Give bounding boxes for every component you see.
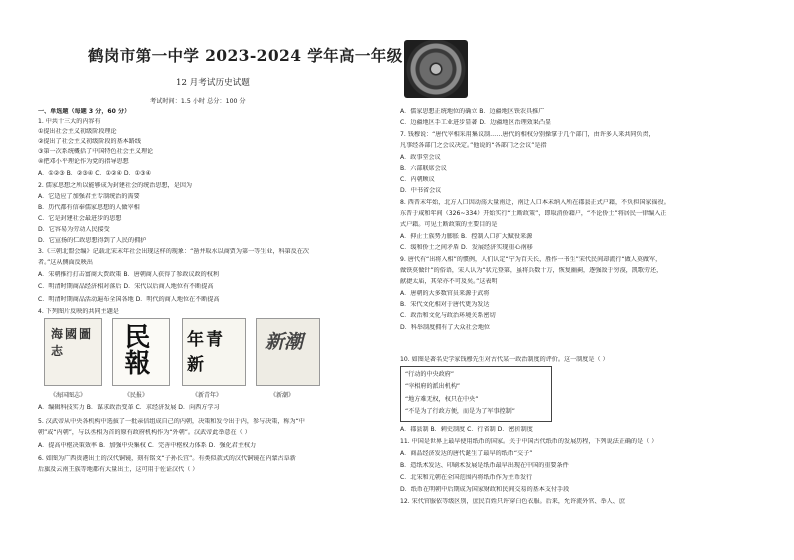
quote-line: “行动的中央政府” <box>405 371 454 378</box>
question-text-line: A．提高中枢决策效率 B．加强中央集权 C．完善中枢权力体系 D．强化君主权力 <box>38 442 257 449</box>
cover-caption: 《新潮》 <box>270 392 295 399</box>
question-text-line: A．宋朝推行打击富商大贾政策 B．唐朝商人获得了参政议政的权利 <box>38 271 219 278</box>
question-text-line: A．商品经济发达的唐代诞生了最早的纸币“交子” <box>400 450 533 457</box>
question-text-line: 东晋于咸和年间（326~334）开始实行“土断政策”，即取消侨籍户，“不论侨土”将居民一律编入正 <box>400 210 667 217</box>
question-text-line: C．缓和侨土之间矛盾 D．发展经济实现重心南移 <box>400 244 533 251</box>
question-text-line: C．边疆地区手工业进步显著 D．边疆地区治理效果凸显 <box>400 119 552 126</box>
question-text-line: 11. 中国是世界上最早使用纸币的国家。关于中国古代纸币的发展历程，下列说法正确的是（ ） <box>400 438 658 445</box>
question-text-line: 10. 如图是著名史学家钱穆先生对古代某一政治制度的评价。这一制度是（ ） <box>400 356 609 363</box>
cover-caption: 《民报》 <box>124 392 149 399</box>
quote-line: “不是为了行政方便，而是为了军事控制” <box>405 408 515 416</box>
question-text-line: A．编辑科技实力 B．谋求政治变革 C．求经济发展 D．向西方学习 <box>38 404 220 411</box>
question-text-line: 8. 西晋末年始，北方人口因动荡大量南迁，南迁人口本未纳入所在郡县正式户籍，不负担国家徭役。 <box>400 199 670 206</box>
question-text-line: C．内朝顾议 <box>400 176 435 183</box>
question-text-line: 6. 如图为广西贵港出土的汉代铜镜，刻有铭文“子孙长宜”。有类似款式的汉代铜镜在内蒙古阜新 <box>38 455 296 462</box>
question-text-line: A．郡县制 B．刺史制度 C．行省制 D．密折制度 <box>400 426 533 433</box>
exam-title: 鹤岗市第一中学 2023-2024 学年高一年级 <box>88 46 403 65</box>
question-text-line: 凡事经各部门之会议决定。”他说的“各部门之会议”是指 <box>400 142 547 149</box>
question-text-line: B．造纸术发达、印刷术发展是纸币最早出现在中国的重要条件 <box>400 462 569 469</box>
quote-line: “地方难无权，权只在中央” <box>405 395 479 403</box>
cover-caption: 《海国图志》 <box>50 392 87 399</box>
question-text-line: ④把邓小平理论作为党的指导思想 <box>38 158 129 165</box>
question-text-line: 2. 儒家思想之所以能够成为封建社会的统治思想，是因为 <box>38 182 193 189</box>
question-text-line: D．中书省会议 <box>400 187 442 194</box>
question-text-line: 7. 钱穆说：“唐代宰相采用集议制……唐代的相权分别操掌于几个部门，由许多人来共同负责， <box>400 131 655 138</box>
question-text-line: D．它宣扬的仁政思想得到了人民的拥护 <box>38 237 147 244</box>
question-text-line: B．宋代文化相对于唐代更为发达 <box>400 301 490 308</box>
question-text-line: 朝”或“内朝”，与以丞相为首的原有政府机构作为“外朝”。汉武帝此举意在（ ） <box>38 429 251 436</box>
quote-box <box>400 366 552 422</box>
cover-caption: 《新青年》 <box>192 392 223 399</box>
cover-title: 新潮 <box>265 331 304 353</box>
question-text-line: A．①②③ B．②③④ C．①②④ D．①③④ <box>38 170 152 177</box>
cover-title: 年青 新 <box>187 330 225 375</box>
question-text-line: ③第一次系统概括了中国特色社会主义理论 <box>38 148 154 155</box>
question-text-line: 做铁莫做针”的俗语，宋人认为“状元登第，虽将兵数十万，恢复幽蓟，逐强敌于穷漠，凯歌劳还， <box>400 267 663 274</box>
question-text-line: 3.《三朝北盟会编》记载北宋末年社会出现这样的现象：“凿井取水以商贾为第一等生业，科第反在次 <box>38 248 310 255</box>
question-text-line: 献捷太庙，其荣亦不可及矣。”这表明 <box>400 278 498 285</box>
cover-title: 民報 <box>120 323 150 375</box>
exam-subtitle: 12 月考试历史试题 <box>176 78 250 88</box>
question-text-line: B．历代都有信奉儒家思想的人做宰相 <box>38 204 140 211</box>
mirror-knob <box>431 64 441 74</box>
cover-xinqingnian <box>182 318 246 386</box>
question-text-line: ②提出了社会主义初级阶段的基本路线 <box>38 138 141 145</box>
question-text-line: 4. 下列图片反映的共同主题是 <box>38 308 119 315</box>
question-text-line: 9. 唐代有“出将入相”的惯例，人们认定“宁为百夫长，胜作一书生”宋代民间却流行“做人莫做军， <box>400 256 662 263</box>
question-text-line: C．明清时期商品经济相对落后 D．宋代以后商人地位有不断提高 <box>38 283 214 290</box>
question-text-line: A．抑止士族势力膨胀 B．控制人口扩大赋役来源 <box>400 233 533 240</box>
question-text-line: C．明清时期商品活动遍布全国各地 D．明代的商人地位在不断提高 <box>38 296 220 303</box>
question-text-line: ①提出社会主义初级阶段理论 <box>38 128 117 135</box>
question-text-line: 12. 宋代官服依等级区别，庶民百姓只许穿白色衣服。后来，允许流外官、举人、庶 <box>400 498 625 505</box>
question-text-line: C．北宋和元朝在全国范围内将纸币作为主币发行 <box>400 474 533 481</box>
question-text-line: A．它适应了加强君主专制统治的需要 <box>38 193 140 200</box>
question-text-line: A．政事堂会议 <box>400 154 441 161</box>
question-text-line: D．科举制度拥有了大众社会地位 <box>400 324 491 331</box>
cover-xinchao <box>256 318 320 386</box>
exam-meta: 考试时间：1.5 小时 总分：100 分 <box>150 98 246 105</box>
question-text-line: D．纸币在明朝中后期成为国家财政和民间交易的基本支付手段 <box>400 486 570 493</box>
question-text-line: C．政治和文化与政治环境关系密切 <box>400 312 496 319</box>
question-text-line: 后旗及云南王族等地都有大量出土，这可用于佐证汉代（ ） <box>38 466 199 473</box>
question-text-line: 5. 汉武帝从中央各机构中选拔了一批亲信组成自己的内朝，决策和发令出于内，参与决策，称为“中 <box>38 418 305 425</box>
question-text-line: D．它容易为劳动人民接受 <box>38 226 110 233</box>
bronze-mirror-image <box>404 40 468 98</box>
question-text-line: 者。”这从侧面反映出 <box>38 259 93 266</box>
cover-minbao <box>112 318 170 386</box>
question-text-line: 式户籍。可见土断政策的主要目的是 <box>400 221 498 228</box>
question-text-line: A．儒家思想正统地位的确立 B．边疆地区铁农具推广 <box>400 108 545 115</box>
cover-haiguo-tuzhi <box>44 318 102 386</box>
question-text-line: 1. 中共十三大的内容有 <box>38 118 101 125</box>
cover-title: 海國圖志 <box>51 327 94 358</box>
section-heading: 一、单选题（每题 3 分，60 分） <box>38 108 131 115</box>
question-text-line: A．唐朝的大多数官员来源于武将 <box>400 290 490 297</box>
question-text-line: C．它是封建社会最进步的思想 <box>38 215 122 222</box>
question-text-line: B．六部联席会议 <box>400 165 447 172</box>
quote-line: “宰相府的派出机构” <box>405 383 461 391</box>
